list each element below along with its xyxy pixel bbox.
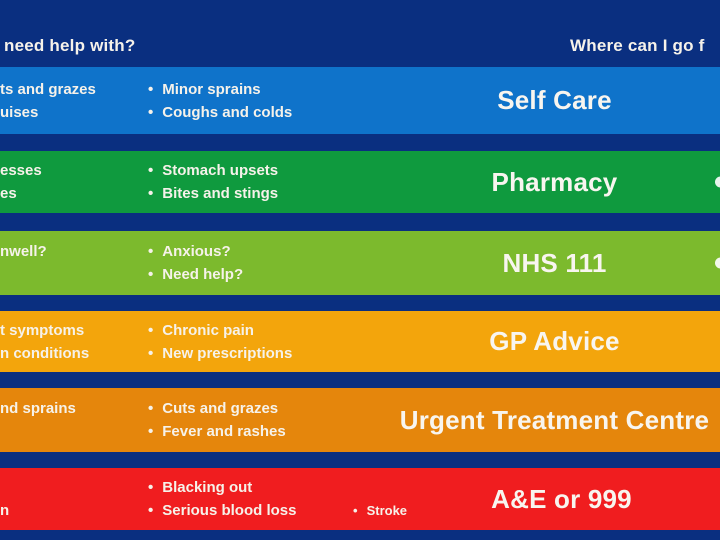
service-title: Pharmacy [491,166,618,197]
symptom-column-2 [140,476,353,522]
symptom-bullet: • Stroke [353,499,403,522]
cropped-edge-icon [715,258,720,269]
symptom-text [0,420,140,443]
symptom-bullet: • Bites and stings [148,182,353,205]
cropped-edge-icon [715,177,720,188]
symptom-text: t symptoms [0,321,85,339]
symptom-text: n [0,502,10,519]
symptom-column-2 [140,78,353,124]
service-title: Self Care [497,85,612,115]
symptom-column-1 [0,319,140,365]
symptom-text: nwell? [0,243,47,260]
band-nhs-111 [0,231,720,295]
symptom-column-2 [140,159,353,205]
band-gp-advice [0,311,720,372]
symptom-bullet: • Cuts and grazes [148,397,353,420]
symptom-bullet: • Anxious? [148,240,353,263]
symptom-column-1 [0,240,140,286]
symptom-bullet: • Blacking out [148,476,353,499]
symptom-column-1 [0,476,140,522]
band-ae-or-999 [0,468,720,530]
band-pharmacy [0,151,720,213]
symptom-column-2 [140,240,353,286]
symptom-bullet: • Serious blood loss [148,499,353,522]
service-title: GP Advice [489,326,620,356]
symptom-bullet: • Minor sprains [148,78,353,101]
symptom-column-1 [0,159,140,205]
symptom-bullet: • Need help? [148,263,353,286]
symptom-column-1 [0,78,140,124]
symptom-bullet: • New prescriptions [148,342,353,365]
band-urgent-treatment-centre [0,388,720,452]
symptom-text: nd sprains [0,400,76,417]
symptom-column-3 [353,476,408,522]
band-self-care [0,67,720,134]
symptom-text [0,263,140,286]
symptom-column-2 [140,319,353,365]
symptom-bullet: • Coughs and colds [148,101,353,124]
symptom-text: es [0,185,17,202]
symptom-column-1 [0,397,140,443]
symptom-bullet: • Stomach upsets [148,159,353,182]
symptom-text [0,476,140,499]
symptom-bullet: • Chronic pain [148,319,353,342]
symptom-text: esses [0,162,42,179]
header-question-right: Where can I go f [570,36,705,55]
header-bar [0,0,720,67]
symptom-bullet: • Fever and rashes [148,420,353,443]
symptom-text: uises [0,103,39,121]
service-title: NHS 111 [502,247,607,278]
header-question-left: need help with? [4,36,136,55]
service-title: Urgent Treatment Centre [399,404,710,435]
symptom-text: n conditions [0,344,90,362]
service-title: A&E or 999 [491,483,632,514]
symptom-column-2 [140,397,353,443]
symptom-text: ts and grazes [0,80,96,98]
